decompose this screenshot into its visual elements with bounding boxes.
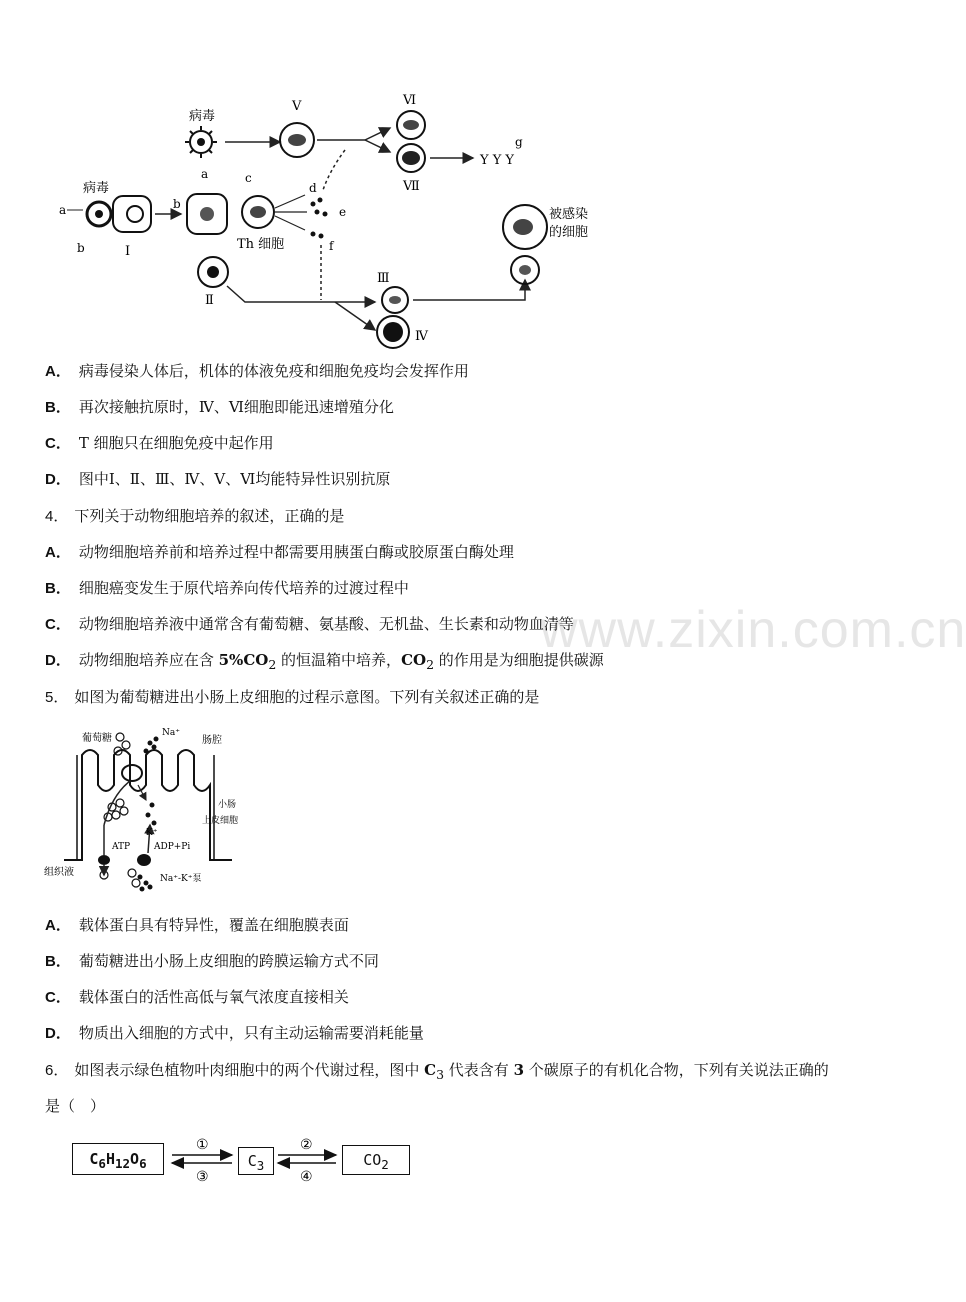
q5-option-c: C． 载体蛋白的活性高低与氧气浓度直接相关 bbox=[45, 988, 349, 1006]
label-infected-1: 被感染 bbox=[549, 207, 589, 222]
label-step-2: ② bbox=[300, 1137, 313, 1153]
label-step-3: ③ bbox=[196, 1169, 209, 1185]
cell-bottom-right-icon bbox=[511, 256, 539, 284]
q5-option-d: D． 物质出入细胞的方式中，只有主动运输需要消耗能量 bbox=[45, 1024, 424, 1042]
label-pump: Na⁺-K⁺泵 bbox=[160, 874, 202, 884]
q4-stem: 4． 下列关于动物细胞培养的叙述，正确的是 bbox=[45, 507, 345, 525]
q4-option-d: D． 动物细胞培养应在含 $5\%CO_2$ 的恒温箱中培养，$CO_2$ 的作用是为细胞提供碳源 bbox=[45, 651, 604, 672]
label-g: g bbox=[515, 135, 523, 149]
q5-option-a: A． 载体蛋白具有特异性，覆盖在细胞膜表面 bbox=[45, 916, 349, 934]
cell-I-icon bbox=[113, 196, 151, 232]
label-step-4: ④ bbox=[300, 1169, 313, 1185]
infected-cell-icon bbox=[503, 205, 547, 249]
label-cell-2: 上皮细胞 bbox=[202, 816, 239, 826]
immune-diagram bbox=[55, 90, 595, 350]
label-I: I bbox=[125, 244, 131, 259]
q6-stem-line1: 6． 如图表示绿色植物叶肉细胞中的两个代谢过程，图中 $C_3$ 代表含有 3 个碳原子的有机化合物，下列有关说法正确的 bbox=[45, 1061, 829, 1082]
q3-option-d: D． 图中Ⅰ、Ⅱ、Ⅲ、Ⅳ、Ⅴ、Ⅵ均能特异性识别抗原 bbox=[45, 470, 391, 488]
label-virus-left: 病毒 bbox=[83, 181, 110, 196]
virus-left-icon bbox=[87, 202, 111, 226]
label-III: Ⅲ bbox=[377, 271, 390, 286]
label-glucose: 葡萄糖 bbox=[82, 733, 112, 744]
label-II: Ⅱ bbox=[205, 293, 214, 308]
q4-option-a: A． 动物细胞培养前和培养过程中都需要用胰蛋白酶或胶原蛋白酶处理 bbox=[45, 543, 514, 561]
label-d: d bbox=[309, 181, 317, 195]
box-c3: $C_3$ bbox=[238, 1147, 274, 1175]
glucose-transport-diagram bbox=[42, 725, 257, 900]
label-virus-top: 病毒 bbox=[189, 109, 216, 124]
q4-option-b: B． 细胞癌变发生于原代培养向传代培养的过渡过程中 bbox=[45, 579, 409, 597]
q3-option-c: C． T 细胞只在细胞免疫中起作用 bbox=[45, 434, 274, 452]
box-glucose: $C_6H_{12}O_6$ bbox=[72, 1143, 164, 1175]
label-cell-1: 小肠 bbox=[218, 800, 237, 810]
label-infected-2: 的细胞 bbox=[549, 225, 589, 240]
cell-VII-icon bbox=[397, 144, 425, 172]
q5-option-b: B． 葡萄糖进出小肠上皮细胞的跨膜运输方式不同 bbox=[45, 952, 379, 970]
q4-option-c: C． 动物细胞培养液中通常含有葡萄糖、氨基酸、无机盐、生长素和动物血清等 bbox=[45, 615, 574, 633]
reaction-arrows bbox=[72, 1135, 417, 1185]
q6-stem-line2: 是（ ） bbox=[45, 1097, 106, 1115]
label-step-1: ① bbox=[196, 1137, 209, 1153]
cell-V-icon bbox=[280, 123, 314, 157]
cell-IV-icon bbox=[377, 316, 409, 348]
q5-stem: 5． 如图为葡萄糖进出小肠上皮细胞的过程示意图。下列有关叙述正确的是 bbox=[45, 688, 540, 706]
label-b2: b bbox=[173, 197, 181, 211]
label-b1: b bbox=[77, 241, 85, 255]
q3-option-b: B． 再次接触抗原时，Ⅳ、Ⅵ细胞即能迅速增殖分化 bbox=[45, 398, 394, 416]
cell-VI-icon bbox=[397, 111, 425, 139]
cell-III-icon bbox=[382, 287, 408, 313]
watermark: www.zixin.com.cn bbox=[540, 601, 966, 659]
th-cell-icon bbox=[242, 196, 274, 228]
label-VII: Ⅶ bbox=[403, 179, 420, 194]
label-lumen: 肠腔 bbox=[202, 735, 222, 746]
label-a2: a bbox=[201, 167, 209, 181]
label-th: Th 细胞 bbox=[237, 237, 285, 252]
label-k: K⁺ bbox=[146, 828, 158, 838]
label-f: f bbox=[329, 239, 334, 253]
label-atp: ATP bbox=[112, 842, 131, 852]
label-IV: Ⅳ bbox=[415, 329, 428, 344]
q3-option-a: A． 病毒侵染人体后，机体的体液免疫和细胞免疫均会发挥作用 bbox=[45, 362, 469, 380]
label-V: V bbox=[292, 99, 302, 114]
label-na: Na⁺ bbox=[162, 728, 180, 738]
box-co2: $CO_2$ bbox=[342, 1145, 410, 1175]
label-tissue: 组织液 bbox=[44, 867, 74, 878]
cell-II-icon bbox=[198, 257, 228, 287]
label-a1: a bbox=[59, 203, 67, 217]
label-adp: ADP+Pi bbox=[154, 842, 191, 852]
cell-apc-icon bbox=[187, 194, 227, 234]
metabolism-diagram bbox=[72, 1135, 417, 1185]
antibody-icons: Y Y Y bbox=[480, 153, 515, 168]
label-VI: Ⅵ bbox=[403, 93, 417, 108]
label-e: e bbox=[339, 205, 347, 219]
virus-top-icon bbox=[185, 126, 217, 158]
label-c: c bbox=[245, 171, 252, 185]
